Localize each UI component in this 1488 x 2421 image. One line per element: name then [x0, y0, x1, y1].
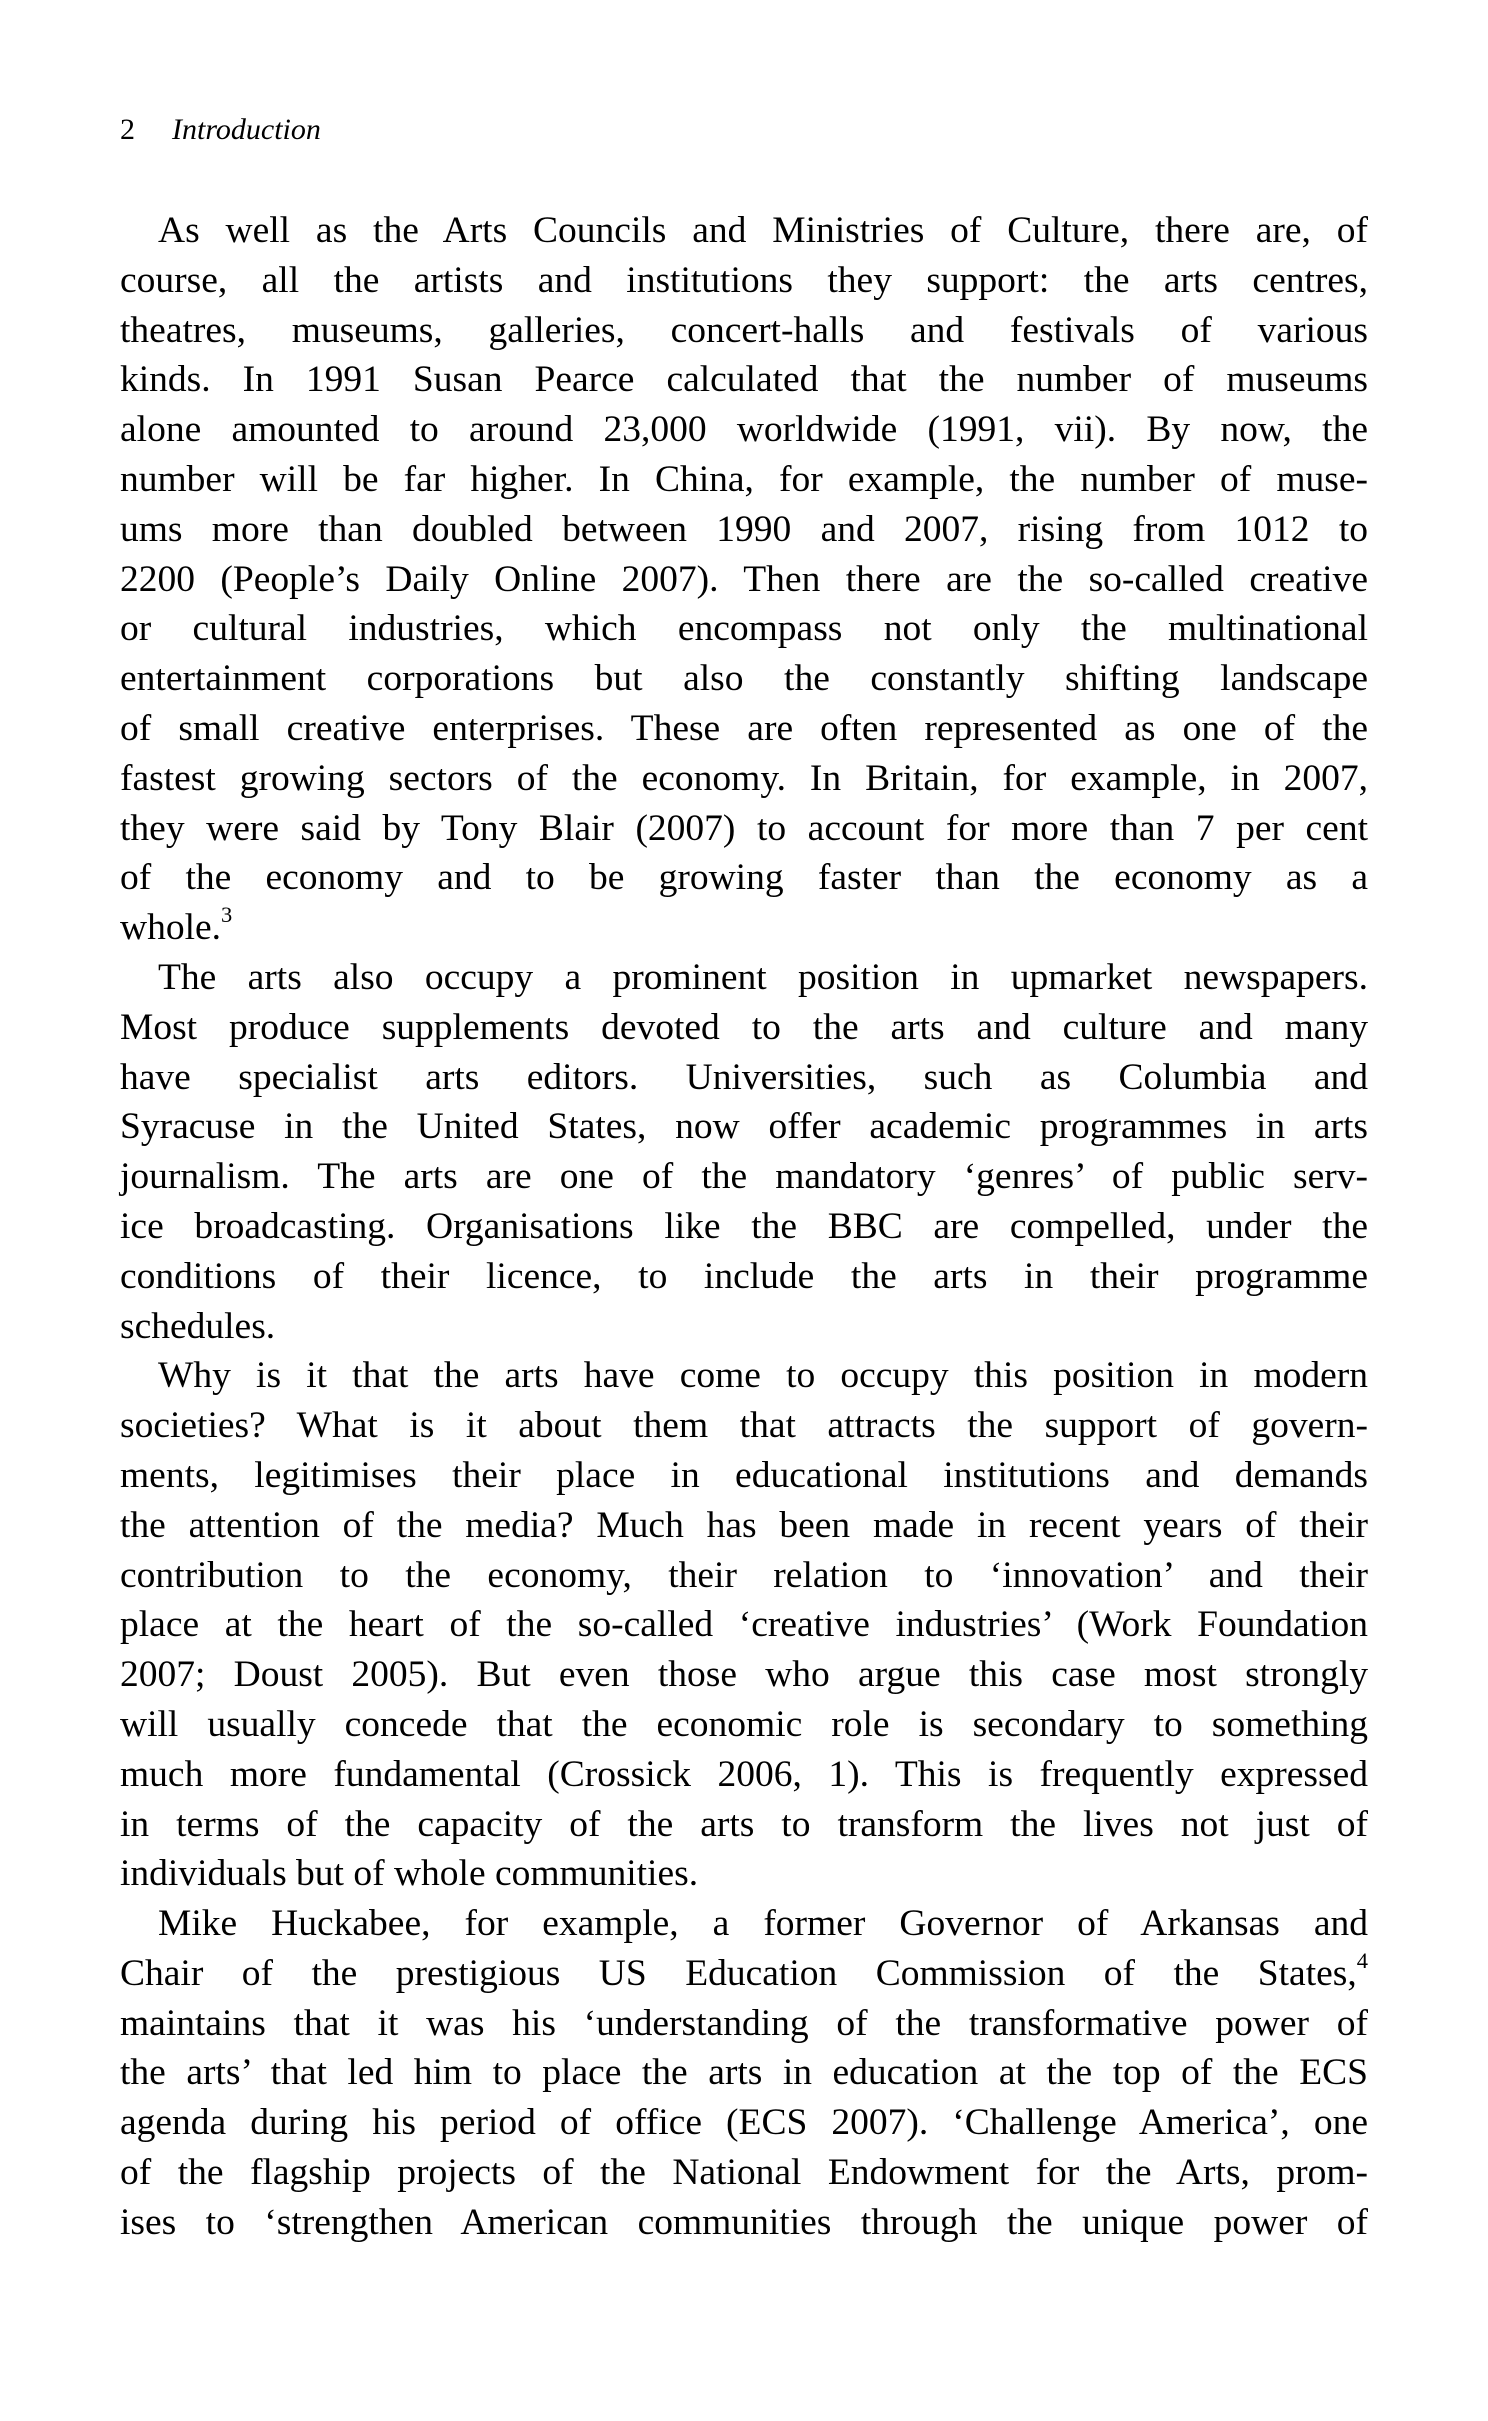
text-line: of the economy and to be growing faster than the economy as a: [120, 857, 1368, 899]
text-line: they were said by Tony Blair (2007) to account for more than 7 per cent: [120, 807, 1368, 849]
text-line: agenda during his period of office (ECS 2007). ‘Challenge America’, one: [120, 2102, 1368, 2144]
text-line: schedules.: [120, 1305, 276, 1347]
text-line: the arts’ that led him to place the arts in education at the top of the ECS: [120, 2052, 1368, 2094]
text-line: the attention of the media? Much has been made in recent years of their: [120, 1504, 1368, 1546]
text-line: Syracuse in the United States, now offer academic programmes in arts: [120, 1106, 1368, 1148]
text-line: will usually concede that the economic role is secondary to something: [120, 1703, 1368, 1745]
text-fragment: whole.: [120, 907, 222, 949]
paragraph-1: [120, 206, 1368, 953]
text-line: ice broadcasting. Organisations like the BBC are compelled, under the: [120, 1205, 1368, 1247]
text-line: Mike Huckabee, for example, a former Governor of Arkansas and: [158, 1903, 1368, 1945]
text-line: ments, legitimises their place in educational institutions and demands: [120, 1454, 1368, 1496]
text-line: much more fundamental (Crossick 2006, 1). This is frequently expressed: [120, 1753, 1368, 1795]
footnote-marker-4[interactable]: 4: [1356, 1948, 1368, 1974]
text-line: number will be far higher. In China, for example, the number of muse-: [120, 458, 1368, 500]
footnote-marker-3[interactable]: 3: [221, 902, 233, 928]
text-line: [120, 903, 1368, 953]
text-line: The arts also occupy a prominent position in upmarket newspapers.: [158, 956, 1368, 998]
text-fragment: Chair of the prestigious US Education Commission of the States,: [120, 1952, 1357, 1994]
paragraph-2: [120, 953, 1368, 1351]
text-line: entertainment corporations but also the constantly shifting landscape: [120, 658, 1368, 700]
text-line: course, all the artists and institutions they support: the arts centres,: [120, 259, 1368, 301]
paragraph-4: [120, 1899, 1368, 2248]
text-line: fastest growing sectors of the economy. In Britain, for example, in 2007,: [120, 757, 1368, 799]
text-line: of the flagship projects of the National Endowment for the Arts, prom-: [120, 2152, 1368, 2194]
page-number: 2: [120, 113, 135, 146]
text-line: of small creative enterprises. These are often represented as one of the: [120, 707, 1368, 749]
text-line: 2007; Doust 2005). But even those who argue this case most strongly: [120, 1654, 1368, 1696]
text-line: 2200 (People’s Daily Online 2007). Then there are the so-called creative: [120, 558, 1368, 600]
text-line: journalism. The arts are one of the mandatory ‘genres’ of public serv-: [120, 1156, 1368, 1198]
text-line: or cultural industries, which encompass not only the multinational: [120, 608, 1368, 650]
text-line: place at the heart of the so-called ‘creative industries’ (Work Foundation: [120, 1604, 1368, 1646]
text-line: As well as the Arts Councils and Ministries of Culture, there are, of: [158, 210, 1368, 251]
text-line: alone amounted to around 23,000 worldwide (1991, vii). By now, the: [120, 409, 1368, 451]
text-line: [120, 1949, 1368, 1999]
text-line: in terms of the capacity of the arts to transform the lives not just of: [120, 1803, 1368, 1845]
paragraph-3: [120, 1351, 1368, 1899]
body-text: [120, 206, 1368, 2248]
section-title: Introduction: [172, 113, 321, 146]
text-line: theatres, museums, galleries, concert-halls and festivals of various: [120, 309, 1368, 351]
text-line: individuals but of whole communities.: [120, 1853, 699, 1895]
text-line: conditions of their licence, to include the arts in their programme: [120, 1255, 1368, 1297]
text-line: contribution to the economy, their relation to ‘innovation’ and their: [120, 1554, 1368, 1596]
text-line: Most produce supplements devoted to the arts and culture and many: [120, 1006, 1368, 1048]
running-head: [120, 112, 321, 148]
text-line: ums more than doubled between 1990 and 2007, rising from 1012 to: [120, 508, 1368, 550]
text-line: kinds. In 1991 Susan Pearce calculated that the number of museums: [120, 359, 1368, 401]
text-line: have specialist arts editors. Universities, such as Columbia and: [120, 1056, 1368, 1098]
text-line: ises to ‘strengthen American communities through the unique power of: [120, 2201, 1368, 2243]
text-line: societies? What is it about them that attracts the support of govern-: [120, 1405, 1368, 1447]
text-line: Why is it that the arts have come to occupy this position in modern: [158, 1355, 1368, 1397]
text-line: maintains that it was his ‘understanding of the transformative power of: [120, 2002, 1368, 2044]
